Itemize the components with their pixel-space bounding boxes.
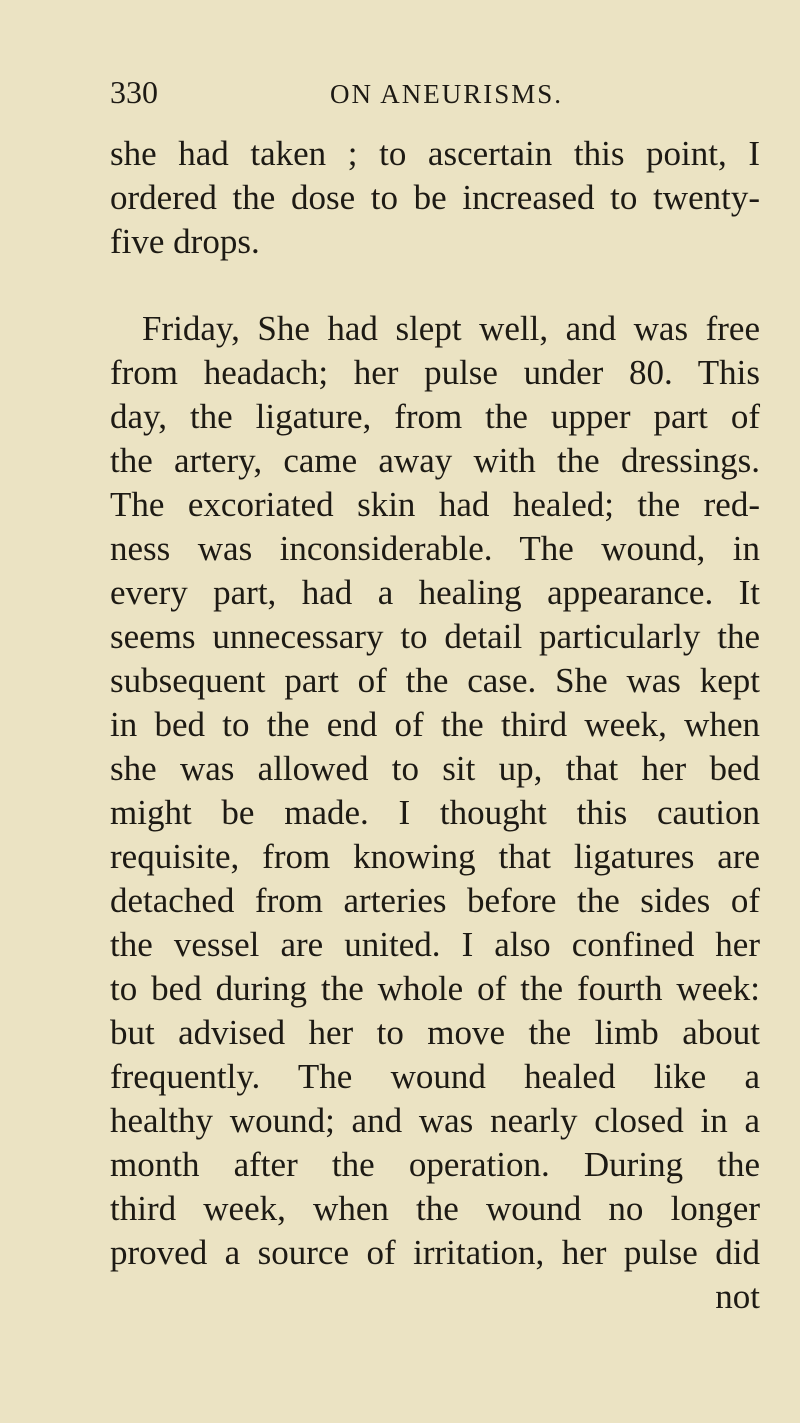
text-line: but advised her to move the limb about	[110, 1013, 760, 1052]
text-line: in bed to the end of the third week, when	[110, 705, 760, 744]
text-line: requisite, from knowing that ligatures are	[110, 837, 760, 876]
text-line: frequently. The wound healed like a	[110, 1057, 760, 1096]
text-line: day, the ligature, from the upper part of	[110, 397, 760, 436]
text-line: seems unnecessary to detail particularly the	[110, 617, 760, 656]
page-header	[110, 72, 760, 122]
page-number: 330	[110, 74, 158, 110]
text-line: the vessel are united. I also confined her	[110, 925, 760, 964]
text-line: ordered the dose to be increased to twenty-	[110, 178, 760, 217]
text-line: she was allowed to sit up, that her bed	[110, 749, 760, 788]
text-line: month after the operation. During the	[110, 1145, 760, 1184]
text-line: five drops.	[110, 222, 260, 261]
paragraph-2	[110, 307, 760, 1275]
paragraph-gap	[110, 264, 760, 307]
text-line: to bed during the whole of the fourth week:	[110, 969, 760, 1008]
text-line: every part, had a healing appearance. It	[110, 573, 760, 612]
body-text	[110, 132, 760, 1319]
text-line: third week, when the wound no longer	[110, 1189, 760, 1228]
text-line: ness was inconsiderable. The wound, in	[110, 529, 760, 568]
text-line: the artery, came away with the dressings.	[110, 441, 760, 480]
text-line: from headach; her pulse under 80. This	[110, 353, 760, 392]
text-line: Friday, She had slept well, and was free	[142, 309, 760, 348]
text-line: she had taken ; to ascertain this point, I	[110, 134, 760, 173]
catchword: not	[715, 1277, 760, 1316]
text-line: The excoriated skin had healed; the red-	[110, 485, 760, 524]
text-line: proved a source of irritation, her pulse did	[110, 1233, 760, 1272]
text-line: healthy wound; and was nearly closed in a	[110, 1101, 760, 1140]
text-line: subsequent part of the case. She was kept	[110, 661, 760, 700]
paragraph-1	[110, 132, 760, 264]
running-head: ON ANEURISMS.	[330, 79, 564, 109]
text-line: detached from arteries before the sides of	[110, 881, 760, 920]
text-line: might be made. I thought this caution	[110, 793, 760, 832]
